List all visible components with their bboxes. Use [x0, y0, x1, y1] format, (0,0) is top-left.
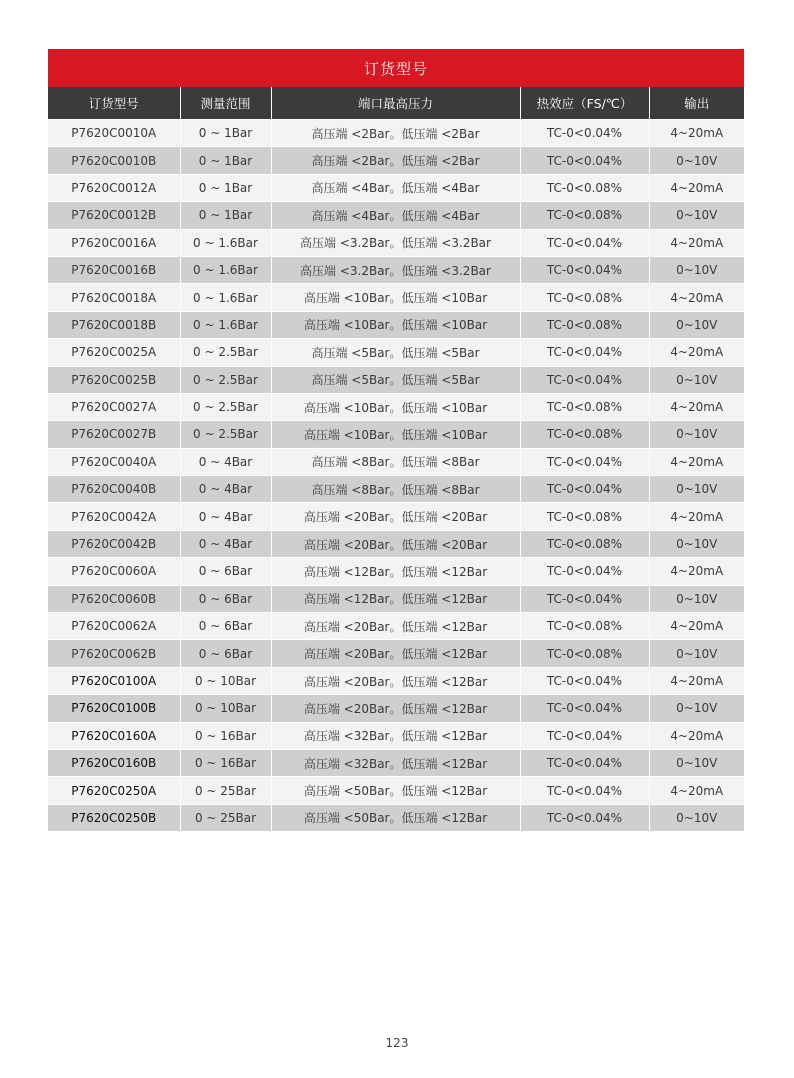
cell-thermal-effect: TC-0<0.08% — [520, 311, 649, 338]
cell-thermal-effect: TC-0<0.08% — [520, 503, 649, 530]
cell-max-pressure: 高压端 <2Bar。低压端 <2Bar — [271, 120, 520, 147]
cell-max-pressure: 高压端 <4Bar。低压端 <4Bar — [271, 174, 520, 201]
table-row — [48, 667, 744, 694]
cell-thermal-effect: TC-0<0.04% — [520, 695, 649, 722]
cell-range: 0 ~ 2.5Bar — [180, 421, 271, 448]
cell-range: 0 ~ 1Bar — [180, 147, 271, 174]
cell-output: 4~20mA — [649, 667, 744, 694]
cell-thermal-effect: TC-0<0.04% — [520, 476, 649, 503]
cell-model: P7620C0160B — [48, 749, 180, 776]
cell-output: 0~10V — [649, 147, 744, 174]
cell-thermal-effect: TC-0<0.08% — [520, 202, 649, 229]
cell-output: 4~20mA — [649, 393, 744, 420]
cell-thermal-effect: TC-0<0.04% — [520, 777, 649, 804]
cell-max-pressure: 高压端 <32Bar。低压端 <12Bar — [271, 749, 520, 776]
cell-max-pressure: 高压端 <20Bar。低压端 <12Bar — [271, 695, 520, 722]
cell-max-pressure: 高压端 <3.2Bar。低压端 <3.2Bar — [271, 256, 520, 283]
table-row — [48, 366, 744, 393]
table-row — [48, 722, 744, 749]
cell-max-pressure: 高压端 <20Bar。低压端 <20Bar — [271, 530, 520, 557]
table-title: 订货型号 — [48, 49, 744, 87]
table-row — [48, 421, 744, 448]
cell-model: P7620C0025A — [48, 339, 180, 366]
cell-model: P7620C0027B — [48, 421, 180, 448]
cell-thermal-effect: TC-0<0.04% — [520, 366, 649, 393]
cell-model: P7620C0042A — [48, 503, 180, 530]
cell-max-pressure: 高压端 <32Bar。低压端 <12Bar — [271, 722, 520, 749]
cell-thermal-effect: TC-0<0.04% — [520, 120, 649, 147]
cell-range: 0 ~ 16Bar — [180, 722, 271, 749]
cell-max-pressure: 高压端 <20Bar。低压端 <12Bar — [271, 667, 520, 694]
cell-range: 0 ~ 4Bar — [180, 530, 271, 557]
cell-model: P7620C0250B — [48, 804, 180, 831]
cell-max-pressure: 高压端 <12Bar。低压端 <12Bar — [271, 585, 520, 612]
cell-range: 0 ~ 6Bar — [180, 585, 271, 612]
cell-thermal-effect: TC-0<0.04% — [520, 667, 649, 694]
cell-output: 0~10V — [649, 202, 744, 229]
cell-model: P7620C0250A — [48, 777, 180, 804]
table-row — [48, 284, 744, 311]
table-row — [48, 448, 744, 475]
table-row — [48, 640, 744, 667]
table-row — [48, 503, 744, 530]
ordering-table-section — [48, 49, 744, 831]
header-max-pressure: 端口最高压力 — [271, 87, 520, 120]
cell-range: 0 ~ 1.6Bar — [180, 311, 271, 338]
cell-thermal-effect: TC-0<0.04% — [520, 256, 649, 283]
cell-thermal-effect: TC-0<0.04% — [520, 558, 649, 585]
cell-range: 0 ~ 6Bar — [180, 613, 271, 640]
cell-output: 0~10V — [649, 476, 744, 503]
cell-model: P7620C0100B — [48, 695, 180, 722]
cell-output: 4~20mA — [649, 777, 744, 804]
cell-thermal-effect: TC-0<0.04% — [520, 804, 649, 831]
cell-model: P7620C0018B — [48, 311, 180, 338]
cell-max-pressure: 高压端 <12Bar。低压端 <12Bar — [271, 558, 520, 585]
table-row — [48, 339, 744, 366]
cell-output: 4~20mA — [649, 558, 744, 585]
cell-output: 0~10V — [649, 530, 744, 557]
cell-thermal-effect: TC-0<0.04% — [520, 339, 649, 366]
table-row — [48, 202, 744, 229]
cell-thermal-effect: TC-0<0.08% — [520, 284, 649, 311]
cell-range: 0 ~ 1.6Bar — [180, 284, 271, 311]
cell-max-pressure: 高压端 <4Bar。低压端 <4Bar — [271, 202, 520, 229]
cell-thermal-effect: TC-0<0.08% — [520, 530, 649, 557]
cell-max-pressure: 高压端 <20Bar。低压端 <20Bar — [271, 503, 520, 530]
cell-model: P7620C0012B — [48, 202, 180, 229]
table-row — [48, 777, 744, 804]
table-row — [48, 476, 744, 503]
cell-thermal-effect: TC-0<0.04% — [520, 585, 649, 612]
table-header — [48, 87, 744, 120]
table-row — [48, 695, 744, 722]
cell-range: 0 ~ 1Bar — [180, 174, 271, 201]
cell-output: 4~20mA — [649, 339, 744, 366]
cell-model: P7620C0060B — [48, 585, 180, 612]
cell-thermal-effect: TC-0<0.08% — [520, 640, 649, 667]
cell-model: P7620C0027A — [48, 393, 180, 420]
cell-output: 0~10V — [649, 366, 744, 393]
cell-range: 0 ~ 1.6Bar — [180, 229, 271, 256]
cell-model: P7620C0010A — [48, 120, 180, 147]
cell-model: P7620C0016B — [48, 256, 180, 283]
cell-output: 4~20mA — [649, 229, 744, 256]
cell-model: P7620C0062B — [48, 640, 180, 667]
cell-output: 0~10V — [649, 804, 744, 831]
cell-output: 0~10V — [649, 695, 744, 722]
header-range: 测量范围 — [180, 87, 271, 120]
cell-thermal-effect: TC-0<0.04% — [520, 448, 649, 475]
cell-range: 0 ~ 2.5Bar — [180, 339, 271, 366]
cell-range: 0 ~ 2.5Bar — [180, 366, 271, 393]
cell-max-pressure: 高压端 <2Bar。低压端 <2Bar — [271, 147, 520, 174]
cell-model: P7620C0025B — [48, 366, 180, 393]
cell-thermal-effect: TC-0<0.08% — [520, 421, 649, 448]
cell-range: 0 ~ 10Bar — [180, 667, 271, 694]
cell-output: 4~20mA — [649, 174, 744, 201]
cell-model: P7620C0042B — [48, 530, 180, 557]
cell-thermal-effect: TC-0<0.08% — [520, 393, 649, 420]
table-row — [48, 256, 744, 283]
cell-max-pressure: 高压端 <10Bar。低压端 <10Bar — [271, 421, 520, 448]
table-row — [48, 120, 744, 147]
cell-model: P7620C0160A — [48, 722, 180, 749]
cell-range: 0 ~ 10Bar — [180, 695, 271, 722]
table-row — [48, 749, 744, 776]
table-row — [48, 393, 744, 420]
ordering-table — [48, 87, 744, 831]
cell-model: P7620C0010B — [48, 147, 180, 174]
cell-max-pressure: 高压端 <10Bar。低压端 <10Bar — [271, 284, 520, 311]
cell-range: 0 ~ 1Bar — [180, 202, 271, 229]
header-row — [48, 87, 744, 120]
cell-max-pressure: 高压端 <10Bar。低压端 <10Bar — [271, 393, 520, 420]
cell-thermal-effect: TC-0<0.04% — [520, 722, 649, 749]
header-thermal-effect: 热效应（FS/℃） — [520, 87, 649, 120]
cell-output: 0~10V — [649, 640, 744, 667]
header-model: 订货型号 — [48, 87, 180, 120]
table-row — [48, 229, 744, 256]
page-number: 123 — [385, 1036, 409, 1050]
cell-range: 0 ~ 25Bar — [180, 777, 271, 804]
cell-thermal-effect: TC-0<0.04% — [520, 749, 649, 776]
cell-max-pressure: 高压端 <3.2Bar。低压端 <3.2Bar — [271, 229, 520, 256]
cell-max-pressure: 高压端 <8Bar。低压端 <8Bar — [271, 476, 520, 503]
cell-model: P7620C0100A — [48, 667, 180, 694]
table-row — [48, 558, 744, 585]
cell-max-pressure: 高压端 <8Bar。低压端 <8Bar — [271, 448, 520, 475]
cell-output: 4~20mA — [649, 448, 744, 475]
table-row — [48, 147, 744, 174]
cell-model: P7620C0012A — [48, 174, 180, 201]
table-body — [48, 120, 744, 832]
cell-thermal-effect: TC-0<0.04% — [520, 147, 649, 174]
cell-range: 0 ~ 2.5Bar — [180, 393, 271, 420]
cell-range: 0 ~ 4Bar — [180, 476, 271, 503]
cell-max-pressure: 高压端 <20Bar。低压端 <12Bar — [271, 640, 520, 667]
cell-model: P7620C0040A — [48, 448, 180, 475]
cell-output: 0~10V — [649, 421, 744, 448]
table-row — [48, 585, 744, 612]
cell-model: P7620C0040B — [48, 476, 180, 503]
table-row — [48, 613, 744, 640]
cell-output: 0~10V — [649, 585, 744, 612]
cell-range: 0 ~ 16Bar — [180, 749, 271, 776]
cell-output: 4~20mA — [649, 503, 744, 530]
cell-max-pressure: 高压端 <50Bar。低压端 <12Bar — [271, 804, 520, 831]
cell-output: 4~20mA — [649, 284, 744, 311]
cell-output: 4~20mA — [649, 613, 744, 640]
cell-max-pressure: 高压端 <10Bar。低压端 <10Bar — [271, 311, 520, 338]
cell-range: 0 ~ 25Bar — [180, 804, 271, 831]
cell-range: 0 ~ 4Bar — [180, 448, 271, 475]
cell-max-pressure: 高压端 <5Bar。低压端 <5Bar — [271, 339, 520, 366]
header-output: 输出 — [649, 87, 744, 120]
cell-output: 0~10V — [649, 256, 744, 283]
table-row — [48, 174, 744, 201]
table-row — [48, 530, 744, 557]
cell-output: 4~20mA — [649, 722, 744, 749]
cell-thermal-effect: TC-0<0.08% — [520, 174, 649, 201]
cell-range: 0 ~ 6Bar — [180, 640, 271, 667]
table-row — [48, 804, 744, 831]
cell-range: 0 ~ 6Bar — [180, 558, 271, 585]
cell-model: P7620C0060A — [48, 558, 180, 585]
cell-max-pressure: 高压端 <5Bar。低压端 <5Bar — [271, 366, 520, 393]
cell-max-pressure: 高压端 <20Bar。低压端 <12Bar — [271, 613, 520, 640]
cell-model: P7620C0018A — [48, 284, 180, 311]
table-row — [48, 311, 744, 338]
cell-output: 4~20mA — [649, 120, 744, 147]
cell-range: 0 ~ 1Bar — [180, 120, 271, 147]
cell-thermal-effect: TC-0<0.04% — [520, 229, 649, 256]
cell-max-pressure: 高压端 <50Bar。低压端 <12Bar — [271, 777, 520, 804]
cell-thermal-effect: TC-0<0.08% — [520, 613, 649, 640]
cell-output: 0~10V — [649, 749, 744, 776]
cell-model: P7620C0062A — [48, 613, 180, 640]
cell-output: 0~10V — [649, 311, 744, 338]
cell-range: 0 ~ 4Bar — [180, 503, 271, 530]
cell-range: 0 ~ 1.6Bar — [180, 256, 271, 283]
cell-model: P7620C0016A — [48, 229, 180, 256]
